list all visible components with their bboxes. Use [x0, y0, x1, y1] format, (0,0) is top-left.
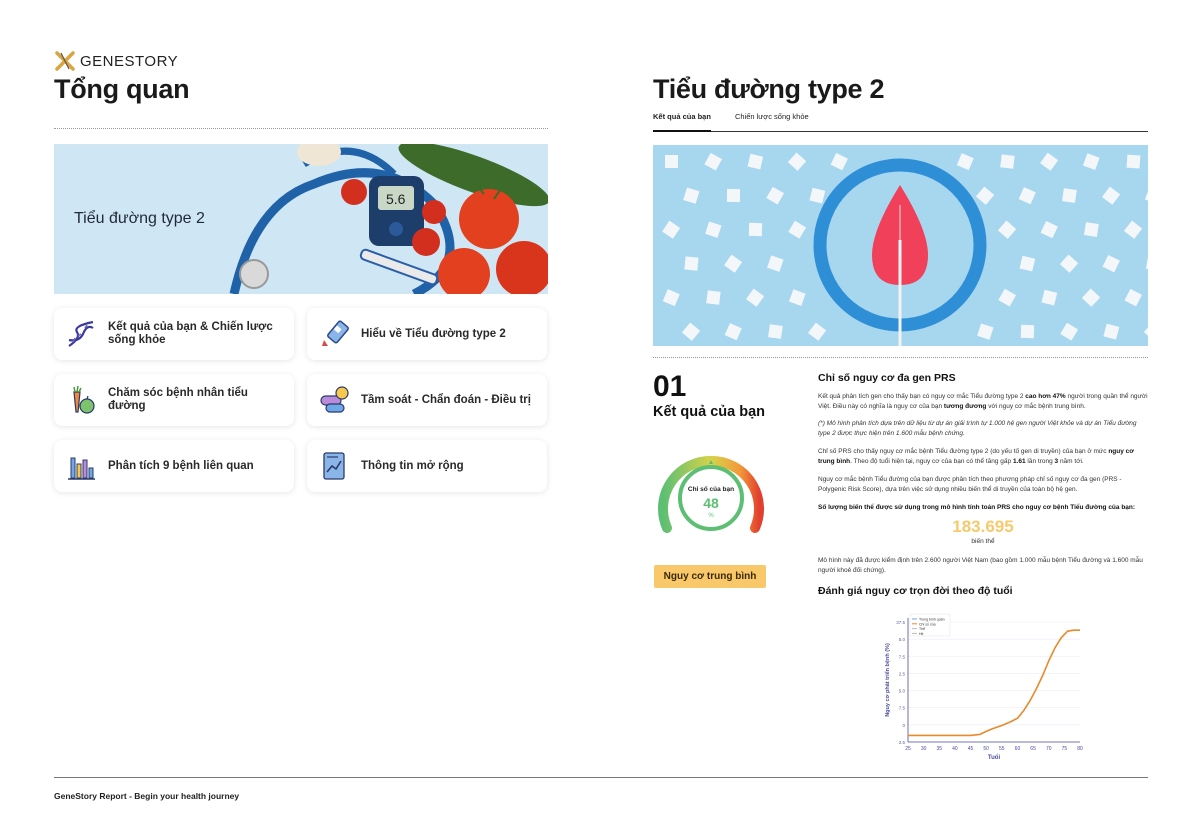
- x-tick-label: 45: [967, 746, 974, 752]
- lifetime-risk-chart: [880, 610, 1085, 770]
- sugar-cube: [1082, 289, 1100, 307]
- sugar-cube: [683, 188, 699, 204]
- hero-image: [653, 145, 1148, 346]
- sugar-cube: [788, 153, 806, 171]
- footer-text: GeneStory Report - Begin your health journey: [54, 791, 240, 801]
- paragraph-prs: Chỉ số PRS cho thấy nguy cơ mắc bệnh Tiểu đường type 2 (do yếu tố gen di truyền) của bạn ở mức nguy cơ trung bình. Theo độ tuổi hiện tại, nguy cơ của bạn có thể tăng gấp 1.61 lần trong 3 năm tới.: [818, 448, 1134, 465]
- fruit-vegetable-icon: [64, 383, 98, 417]
- card-screening[interactable]: [307, 374, 547, 426]
- legend-label: Chỉ số của: [919, 622, 936, 627]
- sugar-cube: [1124, 221, 1142, 239]
- report-chart-icon: [317, 449, 351, 483]
- y-tick-label: 37.5: [896, 620, 905, 625]
- sugar-cube: [809, 188, 825, 204]
- paragraph-validation: Mô hình này đã được kiểm định trên 2.600 người Việt Nam (bao gồm 1.000 mẫu bệnh Tiểu đường và 1.600 mẫu người khoẻ đối chứng).: [818, 557, 1143, 574]
- y-tick-label: 7.5: [898, 654, 905, 660]
- disease-title: Tiểu đường type 2: [653, 74, 885, 104]
- sugar-cube: [724, 255, 742, 273]
- sugar-cube: [1060, 323, 1078, 341]
- y-tick-label: 2.5: [898, 740, 905, 745]
- legend-label: Thể: [919, 627, 926, 632]
- x-axis-label: Tuổi: [987, 755, 1001, 761]
- sugar-cube: [831, 153, 848, 170]
- x-tick-label: 40: [952, 746, 958, 752]
- x-tick-label: 70: [1045, 746, 1052, 752]
- x-tick-label: 65: [1030, 746, 1036, 752]
- card-extended-info[interactable]: [307, 440, 547, 492]
- paragraph-variants: Số lượng biến thể được sử dụng trong mô hình tính toán PRS cho nguy cơ bệnh Tiểu đường của bạn:: [818, 504, 1136, 511]
- prs-heading: Chỉ số nguy cơ đa gen PRS: [818, 372, 956, 384]
- lifetime-risk-heading: Đánh giá nguy cơ trọn đời theo độ tuổi: [818, 585, 1013, 597]
- sugar-cube: [1102, 187, 1120, 205]
- risk-level-badge: Nguy cơ trung bình: [654, 565, 766, 588]
- card-related-diseases[interactable]: [54, 440, 294, 492]
- sugar-cube: [1040, 153, 1058, 171]
- sugar-cube: [977, 323, 993, 339]
- card-label: Kết quả của bạn & Chiến lược sống khỏe: [108, 321, 273, 346]
- sugar-cube: [684, 256, 698, 270]
- x-tick-label: 25: [905, 746, 911, 752]
- sugar-cube: [768, 324, 783, 339]
- card-label: Chăm sóc bệnh nhân tiểu đường: [108, 387, 248, 412]
- variant-unit: biến thể: [971, 538, 995, 545]
- sugar-cube: [725, 323, 742, 340]
- y-tick-label: 5.0: [898, 688, 905, 694]
- sugar-cube: [957, 153, 974, 170]
- sugar-cube: [665, 155, 678, 168]
- sugar-cube: [998, 289, 1016, 307]
- x-tick-label: 75: [1061, 746, 1068, 752]
- sugar-cube: [1145, 187, 1148, 204]
- sugar-cube: [767, 255, 784, 272]
- y-tick-label: 2.5: [898, 671, 905, 677]
- sugar-cube: [1041, 290, 1057, 306]
- sugar-cube: [663, 289, 680, 306]
- sugar-cube: [1124, 289, 1141, 306]
- sugar-cube: [1020, 256, 1036, 272]
- x-tick-label: 55: [999, 746, 1005, 752]
- sugar-cube: [1103, 255, 1120, 272]
- x-tick-label: 50: [983, 746, 989, 752]
- y-axis-label: Nguy cơ phát triển bệnh (%): [885, 643, 891, 717]
- sugar-cube: [789, 289, 806, 306]
- sugar-cube: [998, 221, 1016, 239]
- tab-lifestyle[interactable]: Chiến lược sống khỏe: [734, 112, 809, 121]
- sugar-cube: [1019, 187, 1036, 204]
- series-line: [908, 630, 1080, 735]
- section-number: 01: [653, 370, 687, 403]
- sugar-cube: [706, 290, 720, 304]
- page-title: Tổng quan: [54, 74, 190, 104]
- sugar-cube: [704, 153, 722, 171]
- paragraph-result: Kết quả phân tích gen cho thấy bạn có nguy cơ mắc Tiểu đường type 2 cao hơn 47% người trong quần thể người Việt. Điều này có nghĩa là nguy cơ của bạn tương đương với nguy cơ mắc bệnh trung bình.: [818, 393, 1148, 410]
- sugar-cube: [1127, 155, 1141, 169]
- x-tick-label: 80: [1077, 746, 1083, 752]
- sugar-cube: [1083, 153, 1100, 170]
- sugar-cube: [788, 221, 806, 239]
- legend-label: Trung bình quần: [919, 617, 945, 622]
- sugar-cube: [976, 187, 994, 205]
- dna-icon: [64, 317, 98, 351]
- pills-icon: [317, 383, 351, 417]
- card-label: Phân tích 9 bệnh liên quan: [108, 459, 254, 472]
- paragraph-note: (*) Mô hình phân tích dựa trên dữ liệu từ dự án giải trình tự 1.000 hệ gen người Việt khỏe và dự án Tiểu đường type 2 được thực hiện trên 1.600 mẫu bệnh chứng.: [818, 420, 1137, 437]
- gauge-value: 48: [703, 495, 719, 511]
- sugar-cube: [662, 221, 680, 239]
- y-tick-label: 5.0: [898, 637, 905, 643]
- tab-bar: [653, 112, 1148, 132]
- sugar-cube: [1103, 324, 1119, 340]
- sugar-cube: [682, 323, 700, 341]
- blood-drop-illustration: [653, 145, 1148, 346]
- y-tick-label: 7.5: [898, 705, 905, 711]
- gauge-label: Chỉ số của bạn: [687, 486, 735, 493]
- sugar-cube: [766, 187, 784, 205]
- sugar-cube: [1144, 323, 1148, 341]
- card-label: Hiểu về Tiểu đường type 2: [361, 327, 506, 340]
- card-label: Tầm soát - Chẩn đoán - Điều trị: [361, 393, 531, 406]
- divider: [653, 357, 1148, 358]
- glucose-meter-icon: [317, 317, 351, 351]
- sugar-cube: [1060, 255, 1078, 273]
- card-patient-care[interactable]: [54, 374, 294, 426]
- risk-gauge: [653, 440, 769, 540]
- brand-logo: [54, 50, 178, 72]
- sugar-cube: [808, 323, 826, 341]
- sugar-cube: [749, 223, 762, 236]
- bar-chart-icon: [64, 449, 98, 483]
- section-title: Kết quả của bạn: [653, 404, 765, 420]
- card-understand-diabetes[interactable]: [307, 308, 547, 360]
- paragraph-method: Nguy cơ mắc bệnh Tiểu đường của bạn được phân tích theo phương pháp chỉ số nguy cơ đa gen (PRS - Polygenic Risk Score), dựa trên việc sử dụng nhiều biến thể di truyền của toàn bộ hệ gen.: [818, 476, 1122, 493]
- sugar-cube: [705, 221, 721, 237]
- legend-label: Hệ: [919, 631, 924, 636]
- variant-count: 183.695: [952, 517, 1014, 536]
- x-tick-label: 60: [1014, 746, 1021, 752]
- sugar-cube: [1021, 325, 1034, 338]
- hero-label: Tiểu đường type 2: [74, 210, 205, 227]
- svg-text:5.6: 5.6: [386, 191, 406, 207]
- sugar-cube: [727, 189, 740, 202]
- sugar-cube: [1084, 222, 1099, 237]
- gauge-unit: %: [708, 513, 714, 519]
- sugar-cube: [746, 289, 764, 307]
- sugar-cube: [1000, 154, 1014, 168]
- card-results-strategy[interactable]: [54, 308, 294, 360]
- x-tick-label: 35: [936, 746, 943, 752]
- sugar-cube: [748, 154, 764, 170]
- card-label: Thông tin mở rộng: [361, 459, 464, 472]
- sugar-cube: [1062, 188, 1077, 203]
- x-tick-label: 30: [920, 746, 927, 752]
- y-tick-label: 0: [902, 722, 905, 728]
- sugar-cube: [1041, 221, 1058, 238]
- brand-name: GENESTORY: [80, 52, 179, 70]
- tab-results[interactable]: Kết quả của bạn: [653, 112, 711, 132]
- divider: [54, 128, 548, 129]
- genestory-logo-icon: [54, 50, 76, 72]
- footer-divider: [54, 777, 1148, 778]
- hero-banner: [54, 144, 548, 294]
- sugar-cube: [1146, 256, 1148, 271]
